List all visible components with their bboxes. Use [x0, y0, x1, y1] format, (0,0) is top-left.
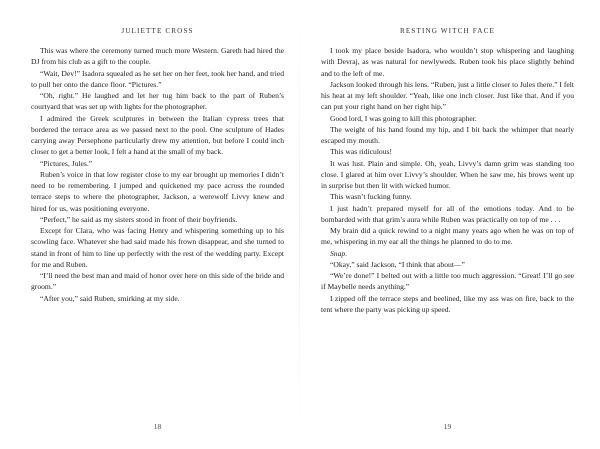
left-running-head: JULIETTE CROSS	[121, 27, 194, 35]
paragraph: I admired the Greek sculptures in between the Italian cypress trees that bordered the terrace area as we passed next to the pool. One sculpture of Hades carrying away Persephone particularly drew my attention, but before I could inch closer to get a better look, I felt a hand at the small of my back.	[31, 113, 284, 157]
paragraph: “Wait, Dev!” Isadora squealed as he set her on her feet, took her hand, and tried to pull her onto the dance floor. “Pictures.”	[31, 68, 284, 89]
paragraph: “We’re done!” I belted out with a little too much aggression. “Great! I’ll go see if Maybelle needs anything.”	[321, 271, 574, 292]
paragraph: “After you,” said Ruben, smirking at my side.	[40, 293, 180, 303]
left-body-text	[31, 45, 284, 304]
paragraph: The weight of his hand found my hip, and I bit back the whimper that nearly escaped my mouth.	[321, 124, 574, 145]
paragraph-italic: Snap.	[330, 248, 348, 258]
paragraph: This wasn’t fucking funny.	[330, 192, 412, 202]
right-running-head: RESTING WITCH FACE	[399, 27, 495, 35]
paragraph: Jackson looked through his lens. “Ruben, just a little closer to Jules there.” I felt his heat at my left shoulder. “Yeah, like one inch closer. Just like that. And if you can put your right hand on her right hip.”	[321, 79, 574, 112]
paragraph: I took my place beside Isadora, who wouldn’t stop whispering and laughing with Devraj, as was natural for newlyweds. Ruben took his place slightly behind and to the left of me.	[321, 46, 574, 78]
paragraph: My brain did a quick rewind to a night many years ago when he was on top of me, whispering in my ear all the things he planned to do to me.	[321, 226, 574, 247]
paragraph: “Okay,” said Jackson, “I think that about—”	[330, 259, 465, 269]
right-page-number: 19	[443, 422, 452, 431]
paragraph: This was where the ceremony turned much more Western. Gareth had hired the DJ from his club as a gift to the couple.	[31, 46, 284, 67]
paragraph: Ruben’s voice in that low register close to my ear brought up memories I didn’t need to be remembering. I jumped and quickened my pace across the rounded terrace steps to where the photographer, Jackson, a werewolf Livvy knew and hired for us, was positioning everyone.	[31, 169, 284, 213]
paragraph: “Oh, right.” He laughed and let her tug him back to the part of Ruben’s courtyard that was set up with lights for the photographer.	[31, 91, 284, 112]
right-body-text	[321, 45, 574, 315]
paragraph: I just hadn’t prepared myself for all of the emotions today. And to be bombarded with that grim’s aura while Ruben was practically on top of me . . .	[321, 203, 574, 224]
paragraph: Good lord, I was going to kill this photographer.	[330, 113, 477, 123]
paragraph: “Perfect,” he said as my sisters stood in front of their boyfriends.	[40, 214, 238, 224]
paragraph: This was ridiculous!	[330, 147, 393, 157]
paragraph: Except for Clara, who was facing Henry and whispering something up to his scowling face. Whatever she had said made his frown disappear, and she turned to stand in front of him to line up perfectly with the rest of the wedding party. Except for me and Ruben.	[31, 226, 284, 269]
paragraph: “Pictures, Jules.”	[40, 158, 93, 168]
paragraph: I zipped off the terrace steps and beelined, like my ass was on fire, back to the tent where the party was picking up speed.	[321, 293, 574, 314]
left-page-number: 18	[153, 422, 162, 431]
right-page	[300, 0, 600, 449]
paragraph: It was lust. Plain and simple. Oh, yeah, Livvy’s damn grim was standing too close. I glared at him over Livvy’s shoulder. When he saw me, his brows went up in surprise but then lit with wicked humor.	[321, 158, 574, 190]
paragraph: “I’ll need the best man and maid of honor over here on this side of the bride and groom.”	[31, 271, 284, 292]
